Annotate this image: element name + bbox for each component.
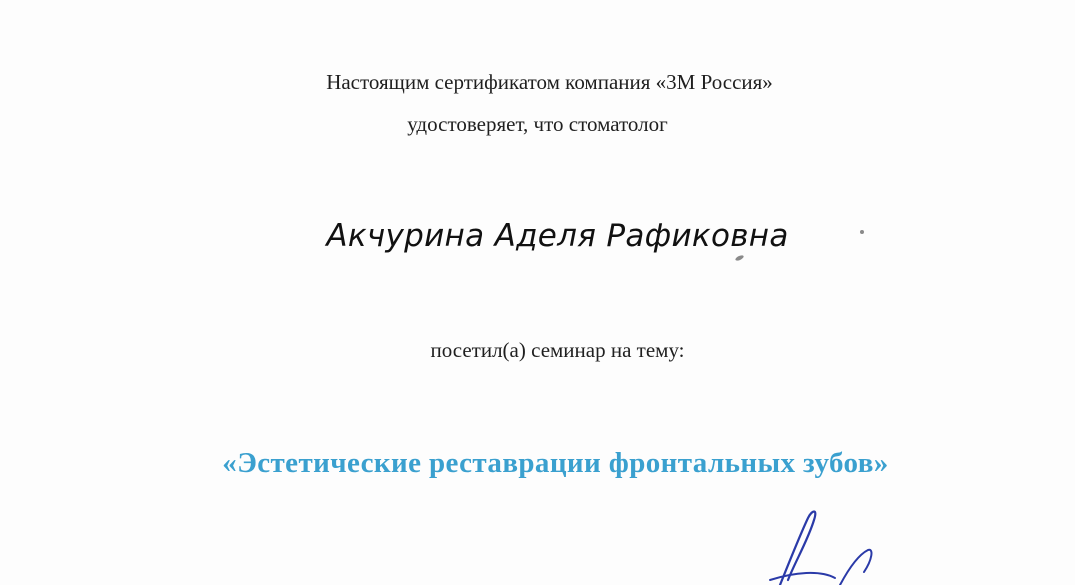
signature-image [740,500,910,585]
certificate-intro-line-1: Настоящим сертификатом компания «3М Россия» [326,70,773,94]
attended-seminar-line: посетил(а) семинар на тему: [430,338,685,362]
scan-speck [735,254,745,261]
scan-speck [860,230,864,234]
seminar-topic: «Эстетические реставрации фронтальных зубов» [222,447,889,479]
certificate-intro-line-2: удостоверяет, что стоматолог [407,112,668,136]
recipient-name: Акчурина Аделя Рафиковна [326,218,789,254]
